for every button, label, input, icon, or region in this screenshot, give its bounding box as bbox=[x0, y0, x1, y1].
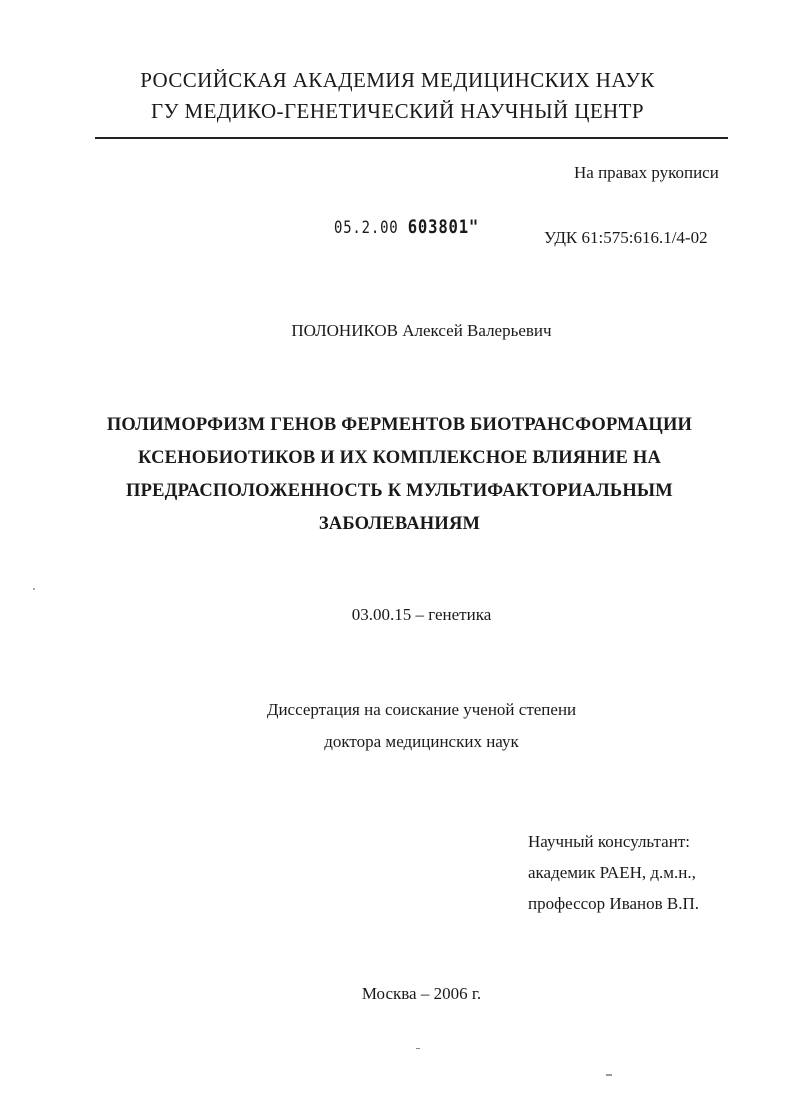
place-year: Москва – 2006 г. bbox=[361, 984, 482, 1003]
scan-speck bbox=[33, 588, 35, 590]
thesis-title-line-2: КСЕНОБИОТИКОВ И ИХ КОМПЛЕКСНОЕ ВЛИЯНИЕ НА bbox=[137, 448, 662, 468]
scan-speck bbox=[416, 1048, 420, 1049]
specialty: 03.00.15 – генетика bbox=[351, 605, 492, 624]
thesis-title-line-1: ПОЛИМОРФИЗМ ГЕНОВ ФЕРМЕНТОВ БИОТРАНСФОРМАЦИИ bbox=[106, 415, 693, 435]
stamp-code: 05.2.00 bbox=[334, 218, 399, 238]
manuscript-note: На правах рукописи bbox=[574, 163, 719, 182]
consultant-heading: Научный консультант: bbox=[528, 832, 690, 851]
consultant-name: профессор Иванов В.П. bbox=[528, 894, 700, 913]
degree-line-1: Диссертация на соискание ученой степени bbox=[266, 700, 577, 719]
stamp-mark-icon: " bbox=[468, 216, 480, 238]
udk-code: УДК 61:575:616.1/4-02 bbox=[544, 228, 708, 247]
degree-line-2: доктора медицинских наук bbox=[324, 732, 519, 751]
author-name: ПОЛОНИКОВ Алексей Валерьевич bbox=[291, 321, 552, 340]
institution-name: РОССИЙСКАЯ АКАДЕМИЯ МЕДИЦИНСКИХ НАУК bbox=[140, 68, 655, 92]
archive-stamp bbox=[334, 216, 479, 238]
thesis-title-line-4: ЗАБОЛЕВАНИЯМ bbox=[318, 514, 481, 534]
consultant-title: академик РАЕН, д.м.н., bbox=[528, 863, 696, 882]
center-name: ГУ МЕДИКО-ГЕНЕТИЧЕСКИЙ НАУЧНЫЙ ЦЕНТР bbox=[151, 99, 644, 123]
thesis-title-line-3: ПРЕДРАСПОЛОЖЕННОСТЬ К МУЛЬТИФАКТОРИАЛЬНЫМ bbox=[126, 481, 673, 501]
scan-speck bbox=[606, 1074, 612, 1076]
header-divider bbox=[95, 137, 728, 139]
stamp-number: 603801 bbox=[407, 216, 469, 238]
